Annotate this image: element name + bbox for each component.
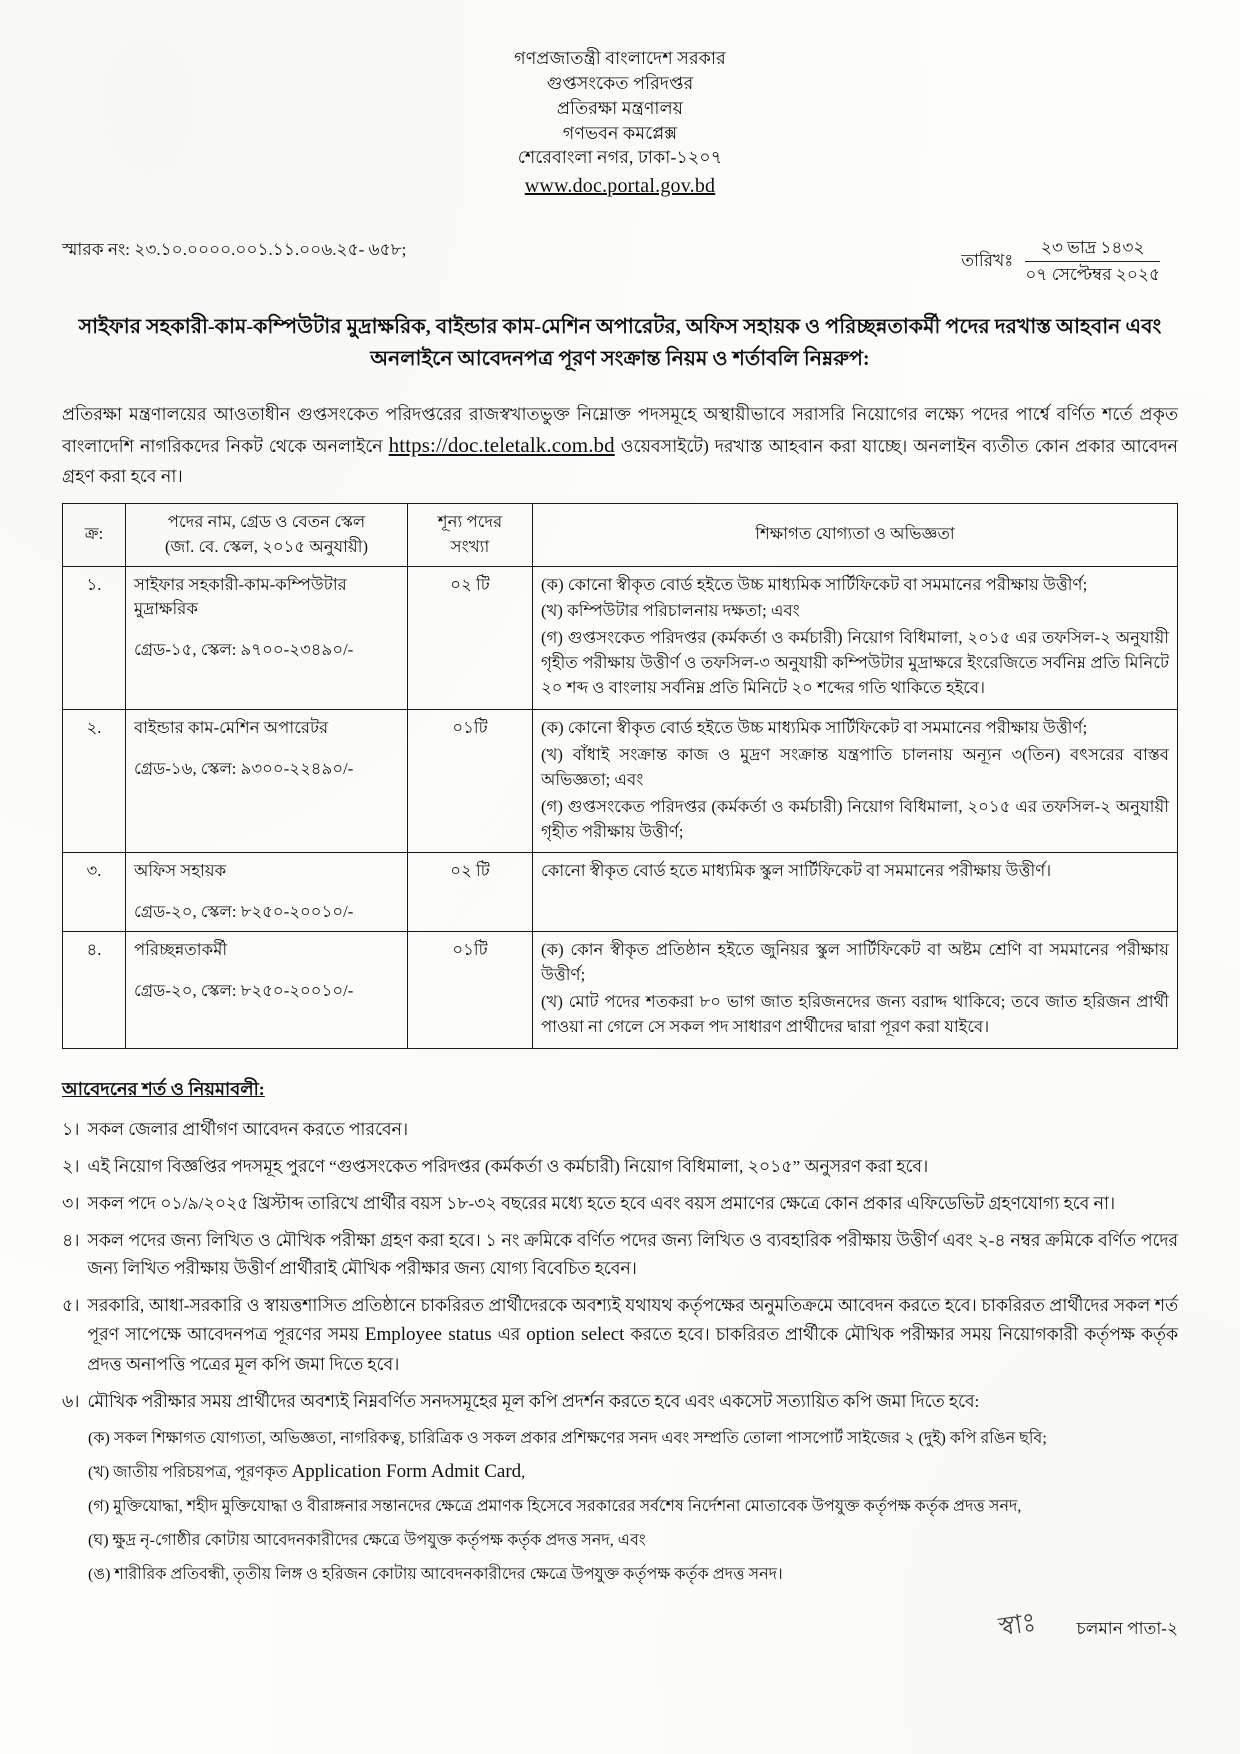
row-post: [126, 709, 408, 852]
condition-number: ৫।: [62, 1295, 80, 1315]
condition-number: ৩।: [62, 1193, 80, 1213]
row-post-name: অফিস সহায়ক: [134, 861, 227, 881]
row-post-name: সাইফার সহকারী-কাম-কম্পিউটার মুদ্রাক্ষরিক: [134, 574, 347, 619]
row-vacancy: ০১টি: [408, 709, 533, 852]
table-row: [63, 932, 1178, 1049]
row-serial: ৪.: [63, 932, 126, 1049]
sub-condition-item: (ঙ) শারীরিক প্রতিবন্ধী, তৃতীয় লিঙ্গ ও হরিজন কোটায় আবেদনকারীদের ক্ষেত্রে উপযুক্ত কর্তৃপক্ষ কর্তৃক প্রদত্ত সনদ।: [88, 1565, 783, 1583]
conditions-title: আবেদনের শর্ত ও নিয়মাবলী:: [62, 1078, 265, 1099]
row-serial: ৩.: [63, 853, 126, 932]
condition-text: মৌখিক পরীক্ষার সময় প্রার্থীদের অবশ্যই নিম্নবর্ণিত সনদসমূহের মূল কপি প্রদর্শন করতে হবে এবং একসেট সত্যায়িত কপি জমা দিতে হবে:: [87, 1391, 980, 1411]
letterhead-line-3: প্রতিরক্ষা মন্ত্রণালয়: [556, 97, 684, 118]
condition-number: ২।: [62, 1156, 80, 1176]
header-qualification: শিক্ষাগত যোগ্যতা ও অভিজ্ঞতা: [533, 503, 1178, 566]
row-post: [126, 932, 408, 1049]
list-item: [62, 1190, 1178, 1218]
row-serial: ১.: [63, 566, 126, 709]
application-url[interactable]: https://doc.teletalk.com.bd: [388, 433, 615, 458]
letterhead-line-1: গণপ্রজাতন্ত্রী বাংলাদেশ সরকার: [514, 48, 726, 68]
condition-text: [87, 1292, 1178, 1379]
sub-condition-text-b: ,: [521, 1463, 526, 1481]
row-post-scale: গ্রেড-২০, স্কেল: ৮২৫০-২০০১০/-: [134, 902, 354, 922]
page-footer: [62, 1604, 1178, 1648]
qualification-item: (খ) মোট পদের শতকরা ৮০ ভাগ জাত হরিজনদের জন্য বরাদ্দ থাকিবে; তবে জাত হরিজন প্রার্থী পাওয়া না গেলে সে সকল পদ সাধারণ প্রার্থীদের দ্বারা পূরণ করা যাইবে।: [541, 991, 1169, 1036]
date-label: তারিখঃ: [961, 250, 1014, 270]
row-serial: ২.: [63, 709, 126, 852]
list-item: [62, 1227, 1178, 1283]
sub-condition-item: (ঘ) ক্ষুদ্র নৃ-গোষ্ঠীর কোটায় আবেদনকারীদের ক্ষেত্রে উপযুক্ত কর্তৃপক্ষ কর্তৃক প্রদত্ত সনদ, এবং: [88, 1531, 646, 1549]
sub-condition-item: (ক) সকল শিক্ষাগত যোগ্যতা, অভিজ্ঞতা, নাগরিকত্ব, চারিত্রিক ও সকল প্রকার প্রশিক্ষণের সনদ এবং সম্প্রতি তোলা পাসপোর্ট সাইজের ২ (দুই) কপি রঙিন ছবি;: [88, 1429, 1047, 1447]
option-select-term: option select: [526, 1323, 625, 1345]
row-post-scale: গ্রেড-১৫, স্কেল: ৯৭০০-২৩৪৯০/-: [134, 640, 354, 660]
table-row: [63, 566, 1178, 709]
website-link[interactable]: www.doc.portal.gov.bd: [524, 175, 716, 198]
condition-text: সকল পদে ০১/৯/২০২৫ খ্রিস্টাব্দ তারিখে প্রার্থীর বয়স ১৮-৩২ বছরের মধ্যে হতে হবে এবং বয়স প্রমাণের ক্ষেত্রে কোন প্রকার এফিডেভিট গ্রহণযোগ্য হবে না।: [87, 1193, 1116, 1213]
row-vacancy: ০২ টি: [408, 566, 533, 709]
condition-number: ১।: [62, 1119, 80, 1139]
sub-conditions-list: [62, 1425, 1178, 1588]
row-qualification: [533, 709, 1178, 852]
date-block: [961, 237, 1160, 287]
header-post: [126, 503, 408, 566]
employee-status-term: Employee status: [364, 1323, 492, 1345]
qualification-item: কোনো স্বীকৃত বোর্ড হতে মাধ্যমিক স্কুল সার্টিফিকেট বা সমমানের পরীক্ষায় উত্তীর্ণ।: [541, 861, 1052, 881]
condition-text-c: করতে হবে। চাকরিরত প্রার্থীকে মৌখিক পরীক্ষার সময় নিয়োগকারী কর্তৃপক্ষ কর্তৃক প্রদত্ত অনাপত্তি পত্রের মূল কপি জমা দিতে হবে।: [87, 1324, 1178, 1374]
date-bengali: ২৩ ভাদ্র ১৪৩২: [1025, 237, 1160, 262]
letterhead-line-5: শেরেবাংলা নগর, ঢাকা-১২০৭: [517, 147, 723, 168]
condition-number: ৪।: [62, 1230, 80, 1250]
intro-part-2: ওয়েবসাইটে) দরখাস্ত আহবান করা যাচ্ছে। অনলাইন ব্যতীত কোন প্রকার আবেদন গ্রহণ করা হবে না।: [62, 436, 1179, 487]
condition-text-a: সরকারি, আধা-সরকারি ও স্বায়ত্তশাসিত প্রতিষ্ঠানে চাকরিরত প্রার্থীদেরকে অবশ্যই যথাযথ কর্তৃপক্ষের অনুমতিক্রমে আবেদন করতে হবে। চাকরিরত প্রার্থীদের সকল শর্ত পূরণ সাপেক্ষে আবেদনপত্র পূরণের সময়: [87, 1295, 1178, 1344]
sub-condition-item: (গ) মুক্তিযোদ্ধা, শহীদ মুক্তিযোদ্ধা ও বীরাঙ্গনার সন্তানদের ক্ষেত্রে প্রমাণক হিসেবে সরকারের সর্বশেষ নির্দেশনা মোতাবেক উপযুক্ত কর্তৃপক্ষ কর্তৃক প্রদত্ত সনদ,: [88, 1497, 1022, 1515]
list-item: [62, 1388, 1178, 1416]
table-header-row: [63, 503, 1178, 566]
qualification-item: (ক) কোন স্বীকৃত প্রতিষ্ঠান হইতে জুনিয়র স্কুল সার্টিফিকেট বা অষ্টম শ্রেণি বা সমমানের পরীক্ষায় উত্তীর্ণ;: [541, 940, 1169, 985]
header-post-line2: (জা. বে. স্কেল, ২০১৫ অনুযায়ী): [164, 536, 369, 556]
row-qualification: [533, 566, 1178, 709]
date-gregorian: ০৭ সেপ্টেম্বর ২০২৫: [1025, 264, 1160, 284]
memo-number: স্মারক নং: ২৩.১০.০০০০.০০১.১১.০০৬.২৫- ৬৫৮;: [62, 239, 407, 259]
header-serial: ক্র:: [63, 503, 126, 566]
list-item: [62, 1153, 1178, 1181]
letterhead: [62, 46, 1178, 201]
condition-text: সকল জেলার প্রার্থীগণ আবেদন করতে পারবেন।: [87, 1119, 409, 1139]
signature-mark: স্বাঃ: [997, 1607, 1039, 1642]
memo-date-row: [62, 237, 1178, 287]
header-vacancy-line1: শূন্য পদের: [437, 511, 503, 531]
qualification-item: (খ) বাঁধাই সংক্রান্ত কাজ ও মুদ্রণ সংক্রান্ত যন্ত্রপাতি চালনায় অন্যূন ৩(তিন) বৎসরের বাস্তব অভিজ্ঞতা; এবং: [541, 744, 1169, 789]
application-form-term: Application Form Admit Card: [291, 1460, 522, 1482]
letterhead-line-2: গুপ্তসংকেত পরিদপ্তর: [546, 72, 694, 93]
date-values: [1025, 237, 1160, 287]
table-row: [63, 709, 1178, 852]
row-vacancy: ০২ টি: [408, 853, 533, 932]
qualification-item: (গ) গুপ্তসংকেত পরিদপ্তর (কর্মকর্তা ও কর্মচারী) নিয়োগ বিধিমালা, ২০১৫ এর তফসিল-২ অনুযায়ী গৃহীত পরীক্ষায় উত্তীর্ণ ও তফসিল-৩ অনুযায়ী কম্পিউটার মুদ্রাক্ষরে ইংরেজিতে সর্বনিম্ন প্রতি মিনিটে ২০ শব্দ ও বাংলায় সর্বনিম্ন প্রতি মিনিটে ২০ শব্দের গতি থাকিতে হইবে।: [541, 628, 1169, 698]
sub-condition-item: [88, 1459, 1178, 1486]
page-title: সাইফার সহকারী-কাম-কম্পিউটার মুদ্রাক্ষরিক, বাইন্ডার কাম-মেশিন অপারেটর, অফিস সহায়ক ও পরিচ্ছন্নতাকর্মী পদের দরখাস্ত আহবান এবং অনলাইনে আবেদনপত্র পূরণ সংক্রান্ত নিয়ম ও শর্তাবলি নিম্নরুপ:: [78, 316, 1162, 371]
row-post-scale: গ্রেড-২০, স্কেল: ৮২৫০-২০০১০/-: [134, 981, 354, 1001]
letterhead-line-4: গণভবন কমপ্লেক্স: [562, 122, 678, 143]
qualification-item: (খ) কম্পিউটার পরিচালনায় দক্ষতা; এবং: [541, 601, 800, 621]
list-item: [62, 1116, 1178, 1144]
condition-text: সকল পদের জন্য লিখিত ও মৌখিক পরীক্ষা গ্রহণ করা হবে। ১ নং ক্রমিকে বর্ণিত পদের জন্য লিখিত ও ব্যবহারিক পরীক্ষায় উত্তীর্ণ এবং ২-৪ নম্বর ক্রমিকে বর্ণিত পদের জন্য লিখিত পরীক্ষায় উত্তীর্ণ প্রার্থীরাই মৌখিক পরীক্ষার জন্য যোগ্য বিবেচিত হবেন।: [87, 1230, 1178, 1278]
conditions-list: [62, 1116, 1178, 1416]
header-post-line1: পদের নাম, গ্রেড ও বেতন স্কেল: [167, 511, 366, 531]
posts-table: [62, 503, 1178, 1049]
header-vacancy-line2: সংখ্যা: [450, 536, 490, 556]
row-post-scale: গ্রেড-১৬, স্কেল: ৯৩০০-২২৪৯০/-: [134, 758, 354, 778]
row-post: [126, 853, 408, 932]
list-item: [62, 1292, 1178, 1379]
row-qualification: [533, 853, 1178, 932]
table-row: [63, 853, 1178, 932]
header-vacancy: [408, 503, 533, 566]
qualification-item: (ক) কোনো স্বীকৃত বোর্ড হইতে উচ্চ মাধ্যমিক সার্টিফিকেট বা সমমানের পরীক্ষায় উত্তীর্ণ;: [541, 574, 1088, 594]
qualification-item: (ক) কোনো স্বীকৃত বোর্ড হইতে উচ্চ মাধ্যমিক সার্টিফিকেট বা সমমানের পরীক্ষায় উত্তীর্ণ;: [541, 717, 1088, 737]
row-post-name: পরিচ্ছন্নতাকর্মী: [134, 940, 228, 960]
row-post-name: বাইন্ডার কাম-মেশিন অপারেটর: [134, 717, 329, 737]
condition-number: ৬।: [62, 1391, 80, 1411]
row-post: [126, 566, 408, 709]
condition-text-b: এর: [491, 1324, 527, 1344]
row-qualification: [533, 932, 1178, 1049]
continuation-note: চলমান পাতা-২: [1076, 1618, 1178, 1638]
row-vacancy: ০১টি: [408, 932, 533, 1049]
intro-part-1: প্রতিরক্ষা মন্ত্রণালয়ের আওতাধীন গুপ্তসংকেত পরিদপ্তরের রাজস্বখাতভুক্ত নিম্নোক্ত পদসমূহে অস্থায়ীভাবে সরাসরি নিয়োগের লক্ষ্যে পদের পার্শ্বে বর্ণিত শর্তে প্রকৃত বাংলাদেশি নাগরিকদের নিকট থেকে অনলাইনে: [62, 404, 1178, 457]
condition-text: এই নিয়োগ বিজ্ঞপ্তির পদসমূহ পুরণে “গুপ্তসংকেত পরিদপ্তর (কর্মকর্তা ও কর্মচারী) নিয়োগ বিধিমালা, ২০১৫” অনুসরণ করা হবে।: [87, 1156, 929, 1176]
qualification-item: (গ) গুপ্তসংকেত পরিদপ্তর (কর্মকর্তা ও কর্মচারী) নিয়োগ বিধিমালা, ২০১৫ এর তফসিল-২ অনুযায়ী গৃহীত পরীক্ষায় উত্তীর্ণ;: [541, 796, 1169, 841]
intro-paragraph: [62, 400, 1178, 491]
sub-condition-text-a: (খ) জাতীয় পরিচয়পত্র, পূরণকৃত: [88, 1463, 292, 1481]
